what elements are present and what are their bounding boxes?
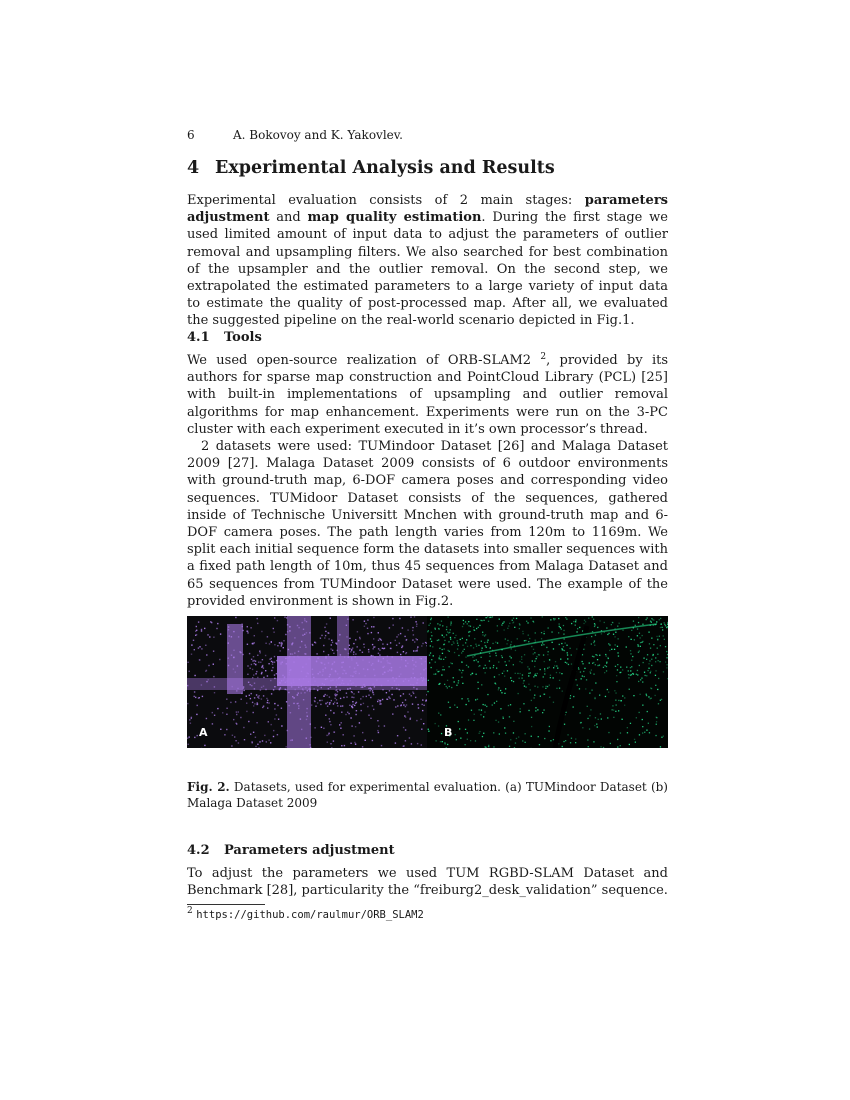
tools-paragraph-1 (187, 352, 668, 438)
tools-text-2: , provided by its authors for sparse map construction and PointCloud Library (PCL) [25] with built-in implementations of upsampling and outlier removal algorithms for map enhancement. Experiments were run on the 3-PC cluster with each experiment executed in it’s own processor’s thread. (187, 353, 668, 437)
subsection-number: 4.2 (187, 843, 210, 858)
tools-text-1: We used open-source realization of ORB-SLAM2 (187, 353, 541, 368)
figure-panel-a-tumindoor (187, 616, 427, 748)
caption-text: Datasets, used for experimental evaluation. (a) TUMindoor Dataset (b) Malaga Dataset 2009 (187, 780, 668, 810)
subsection-title: Tools (224, 330, 262, 345)
intro-text-2: and (269, 210, 308, 226)
intro-text-1: Experimental evaluation consists of 2 main stages: (187, 193, 585, 208)
footnote-url-link[interactable]: https://github.com/raulmur/ORB_SLAM2 (196, 909, 424, 921)
figure-2 (187, 616, 668, 748)
params-paragraph: To adjust the parameters we used TUM RGBD-SLAM Dataset and Benchmark [28], particularity the “freiburg2_desk_validation” sequence. (187, 866, 668, 899)
subsection-heading-params (187, 843, 395, 858)
section-number: 4 (187, 158, 200, 178)
figure-caption (187, 780, 668, 811)
subsection-number: 4.1 (187, 330, 210, 345)
footnote-mark[interactable]: 2 (540, 352, 547, 362)
tools-paragraph-2: 2 datasets were used: TUMindoor Dataset [26] and Malaga Dataset 2009 [27]. Malaga Dataset 2009 consists of 6 outdoor environments with ground-truth map, 6-DOF camera poses and corresponding video sequences. TUMidoor Dataset consists of the sequences, gathered inside of Technische Universitt Mnchen with ground-truth map and 6-DOF camera poses. The path length varies from 120m to 1169m. We split each initial sequence form the datasets into smaller sequences with a fixed path length of 10m, thus 45 sequences from Malaga Dataset and 65 sequences from TUMindoor Dataset were used. The example of the provided environment is shown in Fig.2. (187, 439, 669, 609)
footnote (187, 908, 424, 921)
section-heading (187, 158, 555, 178)
subsection-title: Parameters adjustment (224, 843, 395, 858)
running-head (187, 128, 403, 142)
figure-panel-b-malaga (427, 616, 668, 748)
footnote-number: 2 (187, 906, 193, 916)
subsection-heading-tools (187, 330, 262, 345)
caption-label: Fig. 2. (187, 780, 230, 794)
intro-bold-1: parameters adjustment (187, 193, 668, 226)
panel-b-label: B (444, 726, 453, 739)
footnote-rule (187, 904, 265, 905)
intro-text-3: . During the first stage we used limited amount of input data to adjust the parameters of outlier removal and upsampling filters. We also searched for best combination of the upsampler and the outlier removal. On the second step, we extrapolated the estimated parameters to a large variety of input data to estimate the quality of post-processed map. After all, we evaluated the suggested pipeline on the real-world scenario depicted in Fig.1. (187, 210, 668, 329)
running-head-authors: A. Bokovoy and K. Yakovlev. (233, 128, 403, 142)
page-number: 6 (187, 128, 195, 142)
tumindoor-point-cloud (187, 616, 427, 748)
intro-bold-2: map quality estimation (307, 210, 482, 226)
panel-a-label: A (199, 726, 208, 739)
intro-paragraph (187, 192, 668, 330)
malaga-point-cloud (427, 616, 668, 748)
section-title: Experimental Analysis and Results (215, 158, 555, 178)
